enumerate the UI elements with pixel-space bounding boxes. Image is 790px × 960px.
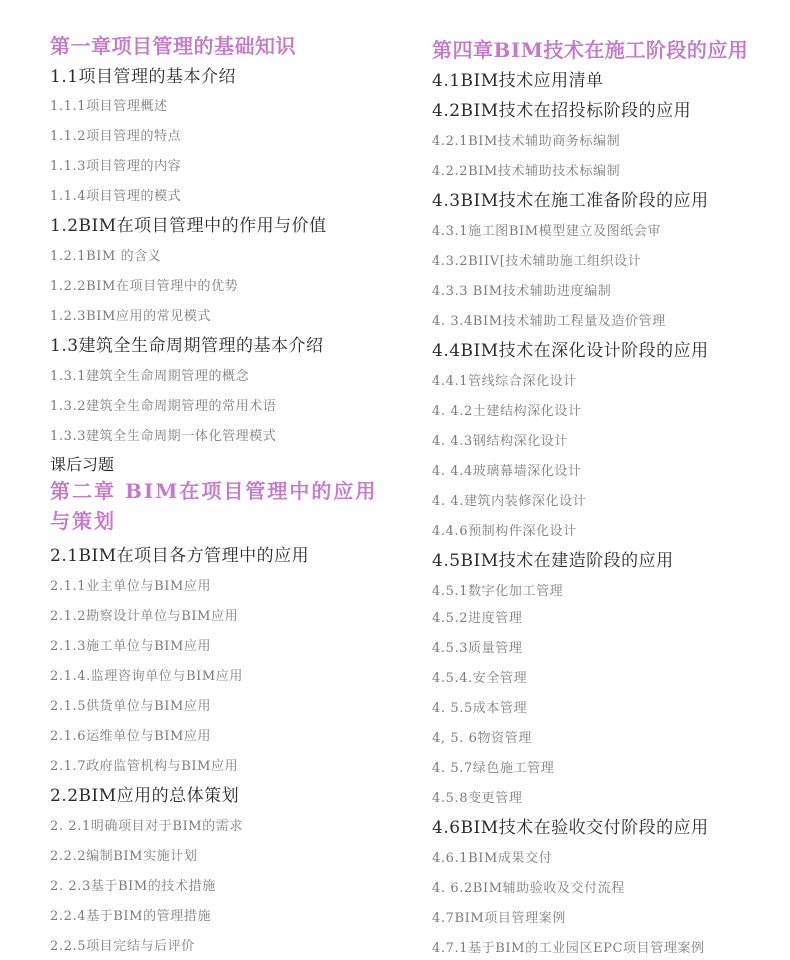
chapter-heading: 第一章项目管理的基础知识 [50,34,296,58]
subsection-item: 4.3.3 BIM技术辅助进度编制 [432,284,612,299]
subsection-item: 2.1.6运维单位与BIM应用 [50,729,212,744]
subsection-item: 4.6.1BIM成果交付 [432,851,553,866]
subsection-item: 4. 3.4BIM技术辅助工程量及造价管理 [432,314,666,329]
subsection-item: 4.2.1BIM技术辅助商务标编制 [432,134,621,149]
subsection-item: 1.2.3BIM应用的常见模式 [50,309,212,324]
subsection-item: 4.5.8变更管理 [432,791,523,806]
section-heading: 4.2BIM技术在招投标阶段的应用 [432,101,692,121]
subsection-item: 2.1.5供货单位与BIM应用 [50,699,212,714]
section-heading: 4.3BIM技术在施工准备阶段的应用 [432,191,709,211]
subsection-item: 1.1.2项目管理的特点 [50,129,182,144]
section-heading: 4.1BIM技术应用清单 [432,71,604,91]
subsection-item: 4.2.2BIM技术辅助技术标编制 [432,164,621,179]
subsection-item: 1.2.1BIM 的含义 [50,249,162,264]
subsection-item: 4.5.2进度管理 [432,611,523,626]
subsection-item: 4, 5. 6物资管理 [432,731,532,746]
subsection-item: 4. 4.建筑内装修深化设计 [432,494,587,509]
subsection-item: 1.1.4项目管理的模式 [50,189,182,204]
subsection-item: 1.3.2建筑全生命周期管理的常用术语 [50,399,277,414]
subsection-item: 4. 5.7绿色施工管理 [432,761,555,776]
subsection-item: 2. 2.3基于BIM的技术措施 [50,879,216,894]
subsection-item: 4. 6.2BIM辅助验收及交付流程 [432,881,626,896]
subsection-item: 4. 4.3钢结构深化设计 [432,434,569,449]
exercises-heading: 课后习题 [50,455,115,474]
subsection-item: 4.7.1基于BIM的工业园区EPC项目管理案例 [432,941,705,956]
subsection-item: 4. 4.4玻璃幕墙深化设计 [432,464,582,479]
subsection-item: 2.1.4.监理咨询单位与BIM应用 [50,669,244,684]
subsection-item: 2.2.2编制BIM实施计划 [50,849,198,864]
section-heading: 4.5BIM技术在建造阶段的应用 [432,551,674,571]
subsection-item: 2.1.1业主单位与BIM应用 [50,579,212,594]
subsection-item: 4.5.4.安全管理 [432,671,528,686]
subsection-item: 1.1.3项目管理的内容 [50,159,182,174]
subsection-item: 2.1.7政府监管机构与BIM应用 [50,759,239,774]
section-heading: 1.3建筑全生命周期管理的基本介绍 [50,336,324,356]
subsection-item: 1.3.3建筑全生命周期一体化管理模式 [50,429,277,444]
section-heading: 4.6BIM技术在验收交付阶段的应用 [432,818,709,838]
subsection-item: 1.1.1项目管理概述 [50,99,168,114]
chapter-heading: 第四章BIM技术在施工阶段的应用 [432,38,749,62]
subsection-item: 4.7BIM项目管理案例 [432,911,566,926]
section-heading: 2.1BIM在项目各方管理中的应用 [50,546,310,566]
chapter-heading: 第二章 BIM在项目管理中的应用与策划 [50,479,378,533]
section-heading: 1.2BIM在项目管理中的作用与价值 [50,216,327,236]
subsection-item: 4.4.6预制构件深化设计 [432,524,577,539]
subsection-item: 2.2.4基于BIM的管理措施 [50,909,212,924]
section-heading: 4.4BIM技术在深化设计阶段的应用 [432,341,709,361]
subsection-item: 4. 5.5成本管理 [432,701,528,716]
subsection-item: 4.4.1管线综合深化设计 [432,374,577,389]
subsection-item: 2.1.2勘察设计单位与BIM应用 [50,609,239,624]
subsection-item: 4.5.1数字化加工管理 [432,584,564,599]
subsection-item: 2. 2.1明确项目对于BIM的需求 [50,819,244,834]
subsection-item: 2.2.5项目完结与后评价 [50,939,195,954]
subsection-item: 2.1.3施工单位与BIM应用 [50,639,212,654]
subsection-item: 4.3.1施工图BIM模型建立及图纸会审 [432,224,662,239]
section-heading: 2.2BIM应用的总体策划 [50,786,240,806]
subsection-item: 4. 4.2土建结构深化设计 [432,404,582,419]
subsection-item: 1.2.2BIM在项目管理中的优势 [50,279,239,294]
section-heading: 1.1项目管理的基本介绍 [50,67,237,87]
subsection-item: 4.5.3质量管理 [432,641,523,656]
subsection-item: 1.3.1建筑全生命周期管理的概念 [50,369,250,384]
subsection-item: 4.3.2BIIV[技术辅助施工组织设计 [432,254,642,269]
